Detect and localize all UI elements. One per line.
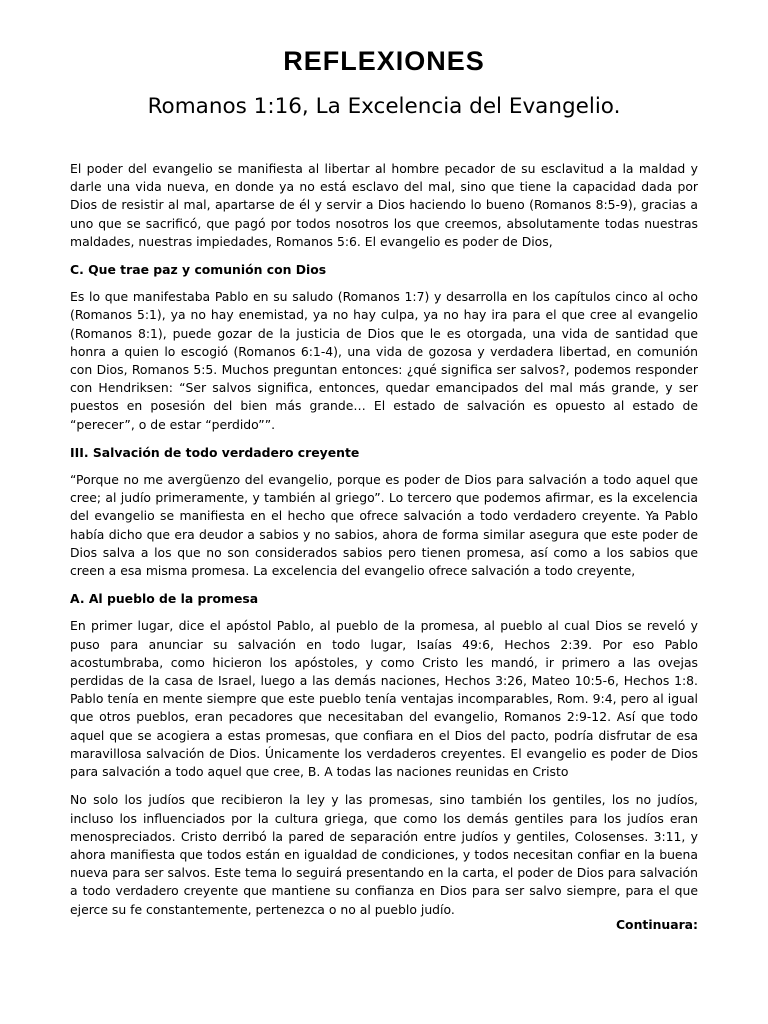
- body-paragraph: No solo los judíos que recibieron la ley y las promesas, sino también los gentiles, los no judíos, incluso los influenciados por la cultura griega, que como los demás gentiles para los judíos eran menospreciados. Cristo derribó la pared de separación entre judíos y gentiles, Colosenses. 3:11, y ahora manifiesta que todos están en igualdad de condiciones, y todos necesitan confiar en la buena nueva para ser salvos. Este tema lo seguirá presentando en la carta, el poder de Dios para salvación a todo verdadero creyente que mantiene su confianza en Dios para ser salvo siempre, para el que ejerce su fe constantemente, pertenezca o no al pueblo judío.: [70, 792, 698, 917]
- section-heading: A. Al pueblo de la promesa: [70, 591, 259, 607]
- body-paragraph: El poder del evangelio se manifiesta al libertar al hombre pecador de su esclavitud a la maldad y darle una vida nueva, en donde ya no está esclavo del mal, sino que tiene la capacidad dada por Dios de resistir al mal, apartarse de él y servir a Dios haciendo lo bueno (Romanos 8:5-9), gracias a uno que se sacrificó, que pagó por todos nosotros los que creemos, absolutamente todas nuestras maldades, nuestras impiedades, Romanos 5:6. El evangelio es poder de Dios,: [70, 161, 698, 249]
- body-paragraph: En primer lugar, dice el apóstol Pablo, al pueblo de la promesa, al pueblo al cual Dios se reveló y puso para anunciar su salvación en todo lugar, Isaías 49:6, Hechos 2:39. Por eso Pablo acostumbraba, como hicieron los apóstoles, y como Cristo les mandó, ir primero a las ovejas perdidas de la casa de Israel, luego a las demás naciones, Hechos 3:26, Mateo 10:5-6, Hechos 1:8. Pablo tenía en mente siempre que este pueblo tenía ventajas incomparables, Rom. 9:4, pero al igual que otros pueblos, eran pecadores que necesitaban del evangelio, Romanos 2:9-12. Así que todo aquel que se acogiera a estas promesas, que confiara en el Dios del pacto, podría disfrutar de esa maravillosa salvación de Dios. Únicamente los verdaderos creyentes. El evangelio es poder de Dios para salvación a todo aquel que cree, B. A todas las naciones reunidas en Cristo: [70, 618, 698, 780]
- section-heading: III. Salvación de todo verdadero creyente: [70, 444, 360, 460]
- section-heading: C. Que trae paz y comunión con Dios: [70, 262, 327, 278]
- document-body: [70, 160, 698, 929]
- body-paragraph: “Porque no me avergüenzo del evangelio, porque es poder de Dios para salvación a todo aquel que cree; al judío primeramente, y también al griego”. Lo tercero que podemos afirmar, es la excelencia del evangelio se manifiesta en el hecho que ofrece salvación a todo verdadero creyente. Ya Pablo había dicho que era deudor a sabios y no sabios, ahora de forma similar asegura que este poder de Dios salva a los que no son considerados sabios pero tienen promesa, así como a los sabios que creen a esa misma promesa. La excelencia del evangelio ofrece salvación a todo creyente,: [70, 472, 698, 579]
- page-title: REFLEXIONES: [283, 46, 485, 76]
- continues-label: Continuara:: [615, 917, 698, 932]
- page-subtitle: Romanos 1:16, La Excelencia del Evangelio.: [147, 94, 621, 119]
- body-paragraph: Es lo que manifestaba Pablo en su saludo (Romanos 1:7) y desarrolla en los capítulos cinco al ocho (Romanos 5:1), ya no hay enemistad, ya no hay culpa, ya no hay ira para el que cree al evangelio (Romanos 8:1), puede gozar de la justicia de Dios que le es otorgada, una vida de santidad que honra a quien lo escogió (Romanos 6:1-4), una vida de gozosa y verdadera libertad, en comunión con Dios, Romanos 5:5. Muchos preguntan entonces: ¿qué significa ser salvos?, podemos responder con Hendriksen: “Ser salvos significa, entonces, quedar emancipados del mal más grande, y ser puestos en posesión del bien más grande… El estado de salvación es opuesto al estado de “perecer”, o de estar “perdido””.: [70, 289, 698, 432]
